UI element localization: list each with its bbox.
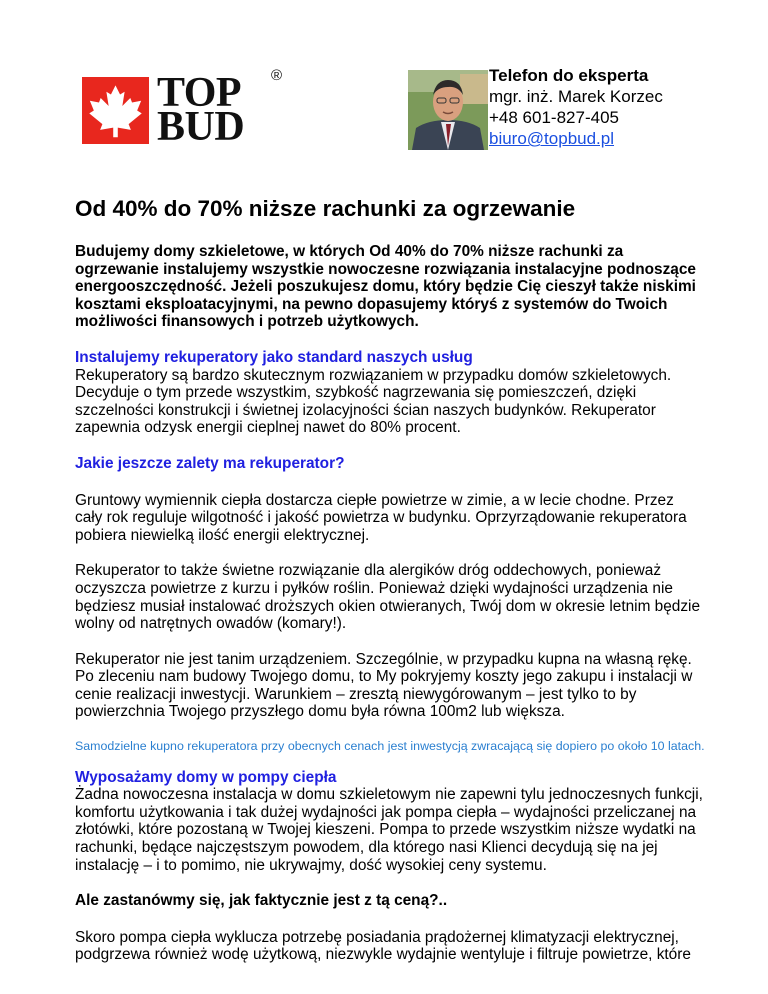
section-text-recuperators: Rekuperatory są bardzo skutecznym rozwiązaniem w przypadku domów szkieletowych. Decyduje o tym przede wszystkim, szybkość nagrzewania się pomieszczeń, dzięki szczelności konstrukcji i świetnej izolacyjności ścian naszych budynków. Rekuperator zapewnia odzysk energii cieplnej nawet do 80% procent. xyxy=(75,366,672,437)
maple-leaf-icon xyxy=(87,82,144,139)
section-text-price: Skoro pompa ciepła wyklucza potrzebę posiadania prądożernej klimatyzacji elektrycznej, podgrzewa również wodę użytkową, niezwykle wydajnie wentyluje i filtruje powietrze, które xyxy=(75,928,691,964)
logo-flag xyxy=(82,77,149,144)
advantages-paragraph-1: Gruntowy wymiennik ciepła dostarcza ciepłe powietrze w zimie, a w lecie chodne. Przez cały rok reguluje wilgotność i jakość powietrza w budynku. Oprzyrządowanie rekuperatora pobiera niewielką ilość energii elektrycznej. xyxy=(75,491,687,544)
advantages-paragraph-2: Rekuperator to także świetne rozwiązanie dla alergików dróg oddechowych, ponieważ oczyszcza powietrze z kurzu i pyłków roślin. Ponieważ dzięki wydajności urządzenia nie będziesz musiał instalować droższych okien otwieranych, Twój dom w okresie letnim będzie wolny od natrętnych owadów (komary!). xyxy=(75,562,701,633)
section-heading-advantages: Jakie jeszcze zalety ma rekuperator? xyxy=(75,454,345,472)
advantages-paragraph-3: Rekuperator nie jest tanim urządzeniem. Szczególnie, w przypadku kupna na własną rękę. Po zleceniu nam budowy Twojego domu, to My pokryjemy koszty jego zakupu i instalacji w cenie realizacji inwestycji. Warunkiem – zresztą niewygórowanym – jest tylko to by powierzchnia Twojego przyszłego domu była równa 100m2 lub większa. xyxy=(75,650,693,721)
registered-mark: ® xyxy=(271,67,283,84)
section-text-heat-pumps: Żadna nowoczesna instalacja w domu szkieletowym nie zapewni tylu jednoczesnych funkcji, komfortu użytkowania i tak dużej wydajności jak pompa ciepła – wydajności przeliczanej na złotówki, które pozostaną w Twojej kieszeni. Pompa to przede wszystkim niższe wydatki na rachunki, będące najczęstszym powodem, dla którego nasi Klienci decydują się na jej instalację – i to pomimo, nie ukrywajmy, dość wysokiej ceny systemu. xyxy=(75,786,703,874)
logo-text-top: TOP xyxy=(157,70,242,116)
advantages-note: Samodzielne kupno rekuperatora przy obecnych cenach jest inwestycją zwracającą się dopiero po około 10 latach. xyxy=(75,739,705,754)
contact-title: Telefon do eksperta xyxy=(489,66,649,85)
intro-paragraph: Budujemy domy szkieletowe, w których Od 40% do 70% niższe rachunki za ogrzewanie instalujemy wszystkie nowoczesne rozwiązania instalacyjne podnoszące energooszczędność. Jeżeli poszukujesz domu, który będzie Cię cieszył także niskimi kosztami eksploatacyjnymi, na pewno dopasujemy któryś z systemów do Twoich możliwości finansowych i potrzeb użytkowych. xyxy=(75,243,696,331)
expert-photo xyxy=(408,70,488,150)
section-heading-price: Ale zastanówmy się, jak faktycznie jest z tą ceną?.. xyxy=(75,892,448,910)
topbud-logo xyxy=(82,67,283,150)
section-heading-heat-pumps: Wyposażamy domy w pompy ciepła xyxy=(75,768,337,786)
logo-text-bud: BUD xyxy=(157,104,245,150)
contact-phone[interactable]: +48 601-827-405 xyxy=(489,108,619,127)
article-body xyxy=(75,195,705,982)
section-heading-recuperators: Instalujemy rekuperatory jako standard naszych usług xyxy=(75,348,473,366)
article-title: Od 40% do 70% niższe rachunki za ogrzewanie xyxy=(75,196,576,221)
contact-email-link[interactable]: biuro@topbud.pl xyxy=(489,129,615,148)
contact-box xyxy=(489,65,663,149)
contact-name: mgr. inż. Marek Korzec xyxy=(489,87,663,106)
